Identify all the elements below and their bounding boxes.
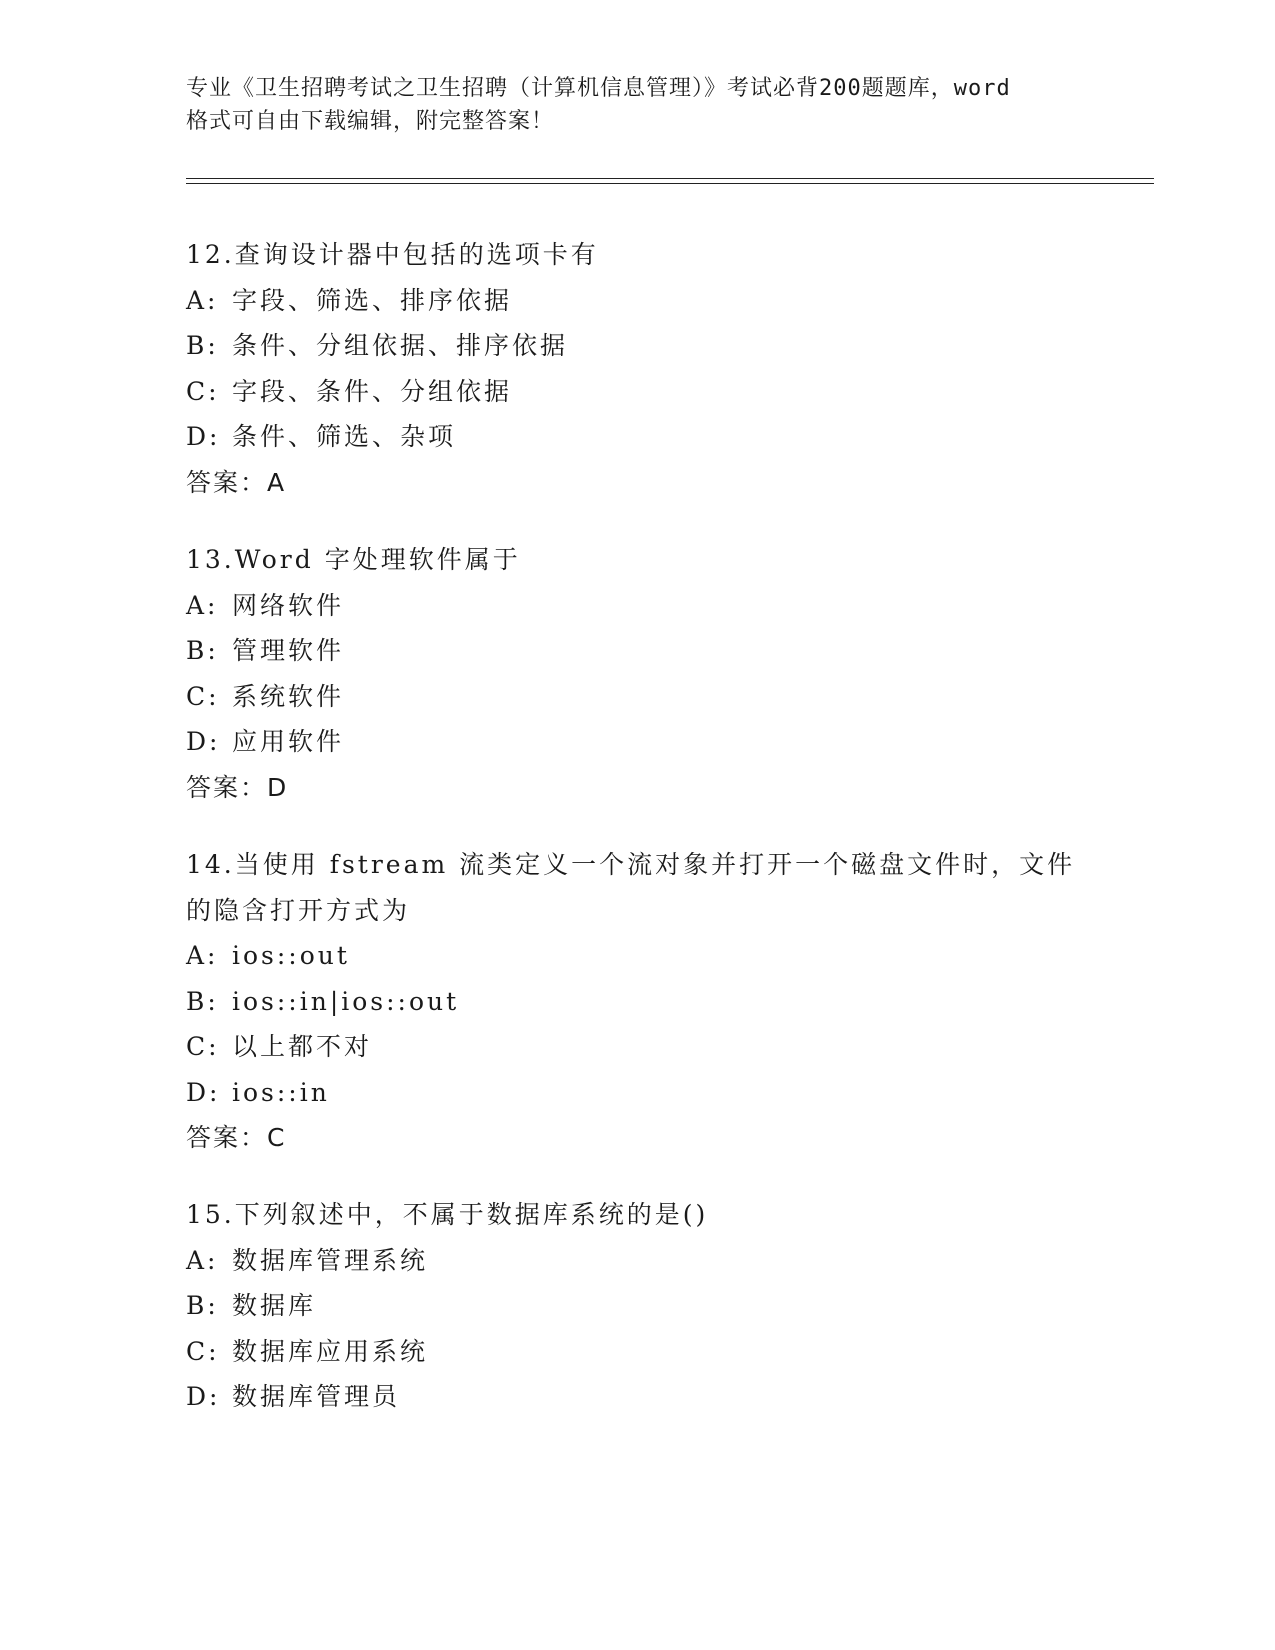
answer: 答案：D: [186, 772, 289, 802]
option-text: 管理软件: [232, 636, 345, 665]
option-b: [186, 323, 1086, 369]
option-a: [186, 933, 1086, 979]
option-text: 字段、条件、分组依据: [232, 376, 513, 406]
option-a: [186, 1238, 1086, 1284]
option-label: A:: [186, 1245, 219, 1275]
question-12: [186, 232, 1086, 505]
option-b: [186, 979, 1086, 1025]
option-a: [186, 583, 1086, 629]
option-label: A:: [186, 941, 219, 970]
option-d: [186, 1070, 1086, 1116]
option-label: B:: [186, 1291, 219, 1320]
option-b: [186, 1283, 1086, 1329]
option-text: 数据库管理员: [232, 1382, 401, 1411]
header-divider-top: [186, 178, 1154, 179]
option-label: D:: [186, 422, 221, 451]
option-text: 数据库管理系统: [232, 1245, 429, 1275]
option-label: B:: [186, 331, 219, 360]
question-stem: 13.Word 字处理软件属于: [186, 545, 521, 574]
option-d: [186, 414, 1086, 460]
option-c: [186, 369, 1086, 415]
option-text: ios::in|ios::out: [232, 986, 460, 1016]
option-a: [186, 278, 1086, 324]
option-label: D:: [186, 727, 221, 756]
question-stem: 12.查询设计器中包括的选项卡有: [186, 240, 599, 269]
question-stem: 15.下列叙述中，不属于数据库系统的是(): [186, 1200, 709, 1229]
question-13: [186, 537, 1086, 810]
option-b: [186, 628, 1086, 674]
option-d: [186, 719, 1086, 765]
option-text: 系统软件: [232, 681, 345, 711]
answer: 答案：A: [186, 467, 287, 497]
header-line-2: 格式可自由下载编辑，附完整答案！: [186, 109, 555, 134]
option-label: A:: [186, 590, 219, 620]
option-text: 数据库应用系统: [232, 1336, 429, 1366]
option-label: D:: [186, 1382, 221, 1411]
option-text: 数据库: [232, 1291, 317, 1320]
option-label: C:: [186, 376, 220, 406]
option-text: ios::out: [232, 941, 350, 970]
option-c: [186, 1329, 1086, 1375]
option-label: C:: [186, 1336, 220, 1366]
option-label: C:: [186, 681, 220, 711]
option-text: 字段、筛选、排序依据: [232, 285, 513, 315]
question-14: [186, 842, 1086, 1161]
answer: 答案：C: [186, 1123, 287, 1152]
option-label: A:: [186, 285, 219, 315]
header-line-1: 专业《卫生招聘考试之卫生招聘（计算机信息管理）》考试必背200题题库，word: [186, 76, 1011, 101]
question-stem: 14.当使用 fstream 流类定义一个流对象并打开一个磁盘文件时，文件: [186, 850, 1076, 879]
option-text: 条件、筛选、杂项: [232, 422, 457, 451]
option-text: 条件、分组依据、排序依据: [232, 331, 569, 360]
question-stem-continued: 的隐含打开方式为: [186, 895, 411, 925]
option-c: [186, 674, 1086, 720]
option-label: C:: [186, 1032, 220, 1061]
option-text: 网络软件: [232, 590, 345, 620]
option-label: B:: [186, 636, 219, 665]
header-divider-bottom: [186, 183, 1154, 184]
option-label: B:: [186, 986, 219, 1016]
option-text: 应用软件: [232, 727, 345, 756]
document-header: [186, 72, 1086, 138]
question-15: [186, 1192, 1086, 1420]
option-label: D:: [186, 1077, 221, 1107]
option-c: [186, 1024, 1086, 1070]
option-text: ios::in: [232, 1077, 330, 1107]
option-text: 以上都不对: [232, 1032, 373, 1061]
option-d: [186, 1374, 1086, 1420]
